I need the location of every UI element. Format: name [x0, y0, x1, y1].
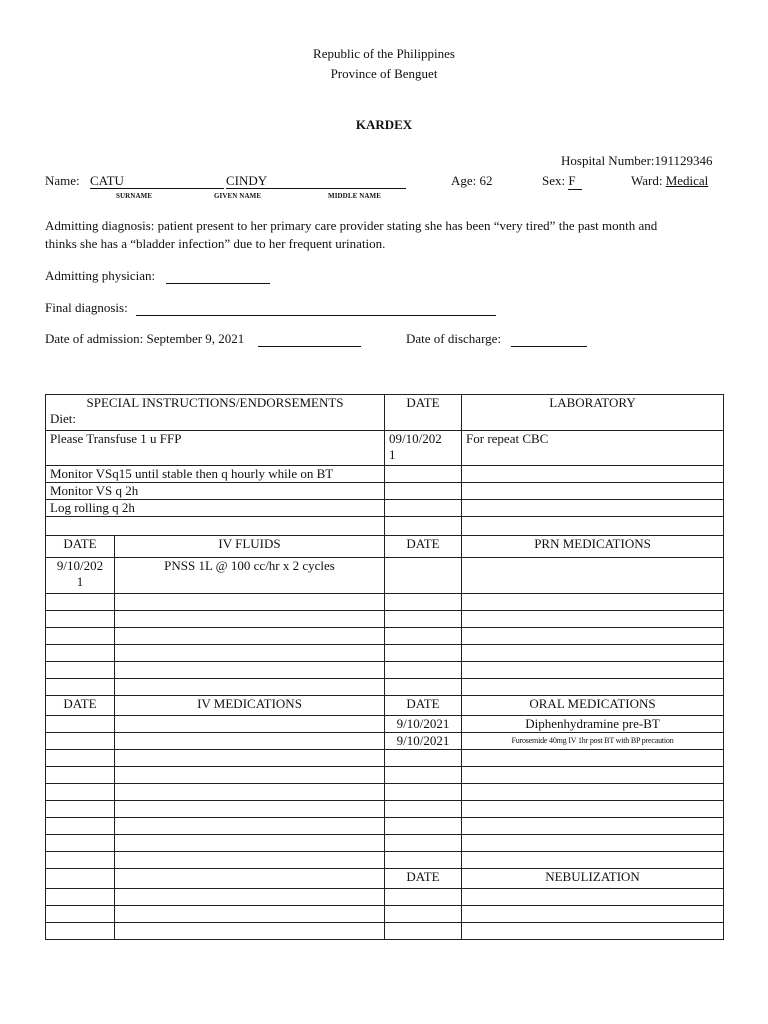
instruction-3: Monitor VS q 2h — [46, 483, 385, 500]
oral-1: Diphenhydramine pre-BT — [462, 716, 724, 733]
oral-2: Furosemide 40mg IV 1hr post BT with BP precaution — [462, 733, 724, 750]
lab-date-1-cont: 1 — [389, 447, 396, 462]
table-row — [46, 594, 724, 611]
table-row — [46, 784, 724, 801]
table-row — [46, 628, 724, 645]
header-line-2: Province of Benguet — [330, 66, 438, 81]
table-row — [46, 801, 724, 818]
table-row — [46, 662, 724, 679]
table-row — [46, 536, 724, 558]
admission-date-underline — [258, 331, 361, 347]
oral-date-header: DATE — [385, 696, 462, 716]
admission-date — [45, 331, 244, 347]
admission-date-label: Date of admission: — [45, 331, 144, 346]
name-label: Name: — [45, 173, 80, 188]
table-row — [46, 645, 724, 662]
final-diagnosis-label: Final diagnosis: — [45, 300, 128, 315]
ward — [631, 173, 708, 189]
discharge-date-label: Date of discharge: — [406, 331, 502, 346]
table-row — [46, 679, 724, 696]
prn-medications-header: PRN MEDICATIONS — [462, 536, 724, 558]
given-name-field — [226, 173, 406, 189]
admitting-diagnosis-line-2: thinks she has a “bladder infection” due to her frequent urination. — [45, 236, 386, 251]
ward-label: Ward: — [631, 173, 663, 188]
header-line-1: Republic of the Philippines — [313, 46, 455, 61]
age-label: Age: — [451, 173, 477, 188]
table-row — [46, 733, 724, 750]
sex-label: Sex: — [542, 173, 566, 188]
admission-date-value: September 9, 2021 — [146, 331, 245, 346]
special-instructions-header-cell — [46, 395, 385, 431]
ivf-date-cell — [46, 558, 115, 594]
age — [451, 173, 493, 189]
surname-caption: SURNAME — [116, 192, 153, 200]
table-row — [46, 483, 724, 500]
admitting-physician-field[interactable] — [166, 268, 270, 284]
table-row — [46, 767, 724, 784]
hospital-number-value: 191129346 — [654, 153, 713, 168]
table-row — [46, 906, 724, 923]
table-row — [46, 558, 724, 594]
prn-date-header: DATE — [385, 536, 462, 558]
discharge-date-field[interactable] — [511, 331, 587, 347]
oral-date-2: 9/10/2021 — [385, 733, 462, 750]
admitting-diagnosis-line-1: Admitting diagnosis: patient present to her primary care provider stating she has been “very tired” the past month and — [45, 218, 658, 233]
iv-medications-header: IV MEDICATIONS — [115, 696, 385, 716]
kardex-table — [45, 394, 724, 940]
table-row — [46, 869, 724, 889]
surname-value: CATU — [90, 173, 124, 188]
age-value: 62 — [479, 173, 493, 188]
table-row — [46, 716, 724, 733]
instruction-2: Monitor VSq15 until stable then q hourly while on BT — [46, 466, 385, 483]
laboratory-header: LABORATORY — [462, 395, 724, 431]
table-row — [46, 696, 724, 716]
oral-date-1: 9/10/2021 — [385, 716, 462, 733]
page-title: KARDEX — [355, 117, 413, 132]
neb-date-header: DATE — [385, 869, 462, 889]
table-row — [46, 466, 724, 483]
final-diagnosis-field[interactable] — [136, 300, 496, 316]
ivm-date-header: DATE — [46, 696, 115, 716]
table-row — [46, 750, 724, 767]
oral-medications-header: ORAL MEDICATIONS — [462, 696, 724, 716]
special-instructions-header: SPECIAL INSTRUCTIONS/ENDORSEMENTS — [86, 395, 344, 410]
given-name-value: CINDY — [226, 173, 268, 188]
diet-label: Diet: — [50, 411, 76, 426]
sex-value: F — [568, 173, 582, 190]
table-row — [46, 835, 724, 852]
table-row — [46, 395, 724, 431]
lab-date-1: 09/10/202 — [389, 431, 442, 446]
table-row — [46, 500, 724, 517]
instruction-4: Log rolling q 2h — [46, 500, 385, 517]
table-row — [46, 889, 724, 906]
nebulization-header: NEBULIZATION — [462, 869, 724, 889]
date-header: DATE — [385, 395, 462, 431]
sex — [542, 173, 582, 190]
iv-fluids-header: IV FLUIDS — [115, 536, 385, 558]
lab-1: For repeat CBC — [462, 431, 724, 466]
ivf-1: PNSS 1L @ 100 cc/hr x 2 cycles — [115, 558, 385, 594]
ivf-date-header: DATE — [46, 536, 115, 558]
table-row — [46, 818, 724, 835]
ivf-date-1-cont: 1 — [76, 574, 84, 589]
ward-value: Medical — [665, 173, 709, 188]
middle-name-caption: MIDDLE NAME — [328, 192, 382, 200]
ivf-date-1: 9/10/202 — [56, 558, 104, 573]
instruction-1: Please Transfuse 1 u FFP — [46, 431, 385, 466]
table-row — [46, 852, 724, 869]
surname-field — [90, 173, 224, 189]
table-row — [46, 611, 724, 628]
hospital-number — [561, 153, 713, 169]
lab-date-cell — [385, 431, 462, 466]
table-row — [46, 517, 724, 536]
admitting-physician-label: Admitting physician: — [45, 268, 156, 283]
table-row — [46, 923, 724, 940]
table-row — [46, 431, 724, 466]
hospital-number-label: Hospital Number: — [561, 153, 655, 168]
given-name-caption: GIVEN NAME — [214, 192, 262, 200]
